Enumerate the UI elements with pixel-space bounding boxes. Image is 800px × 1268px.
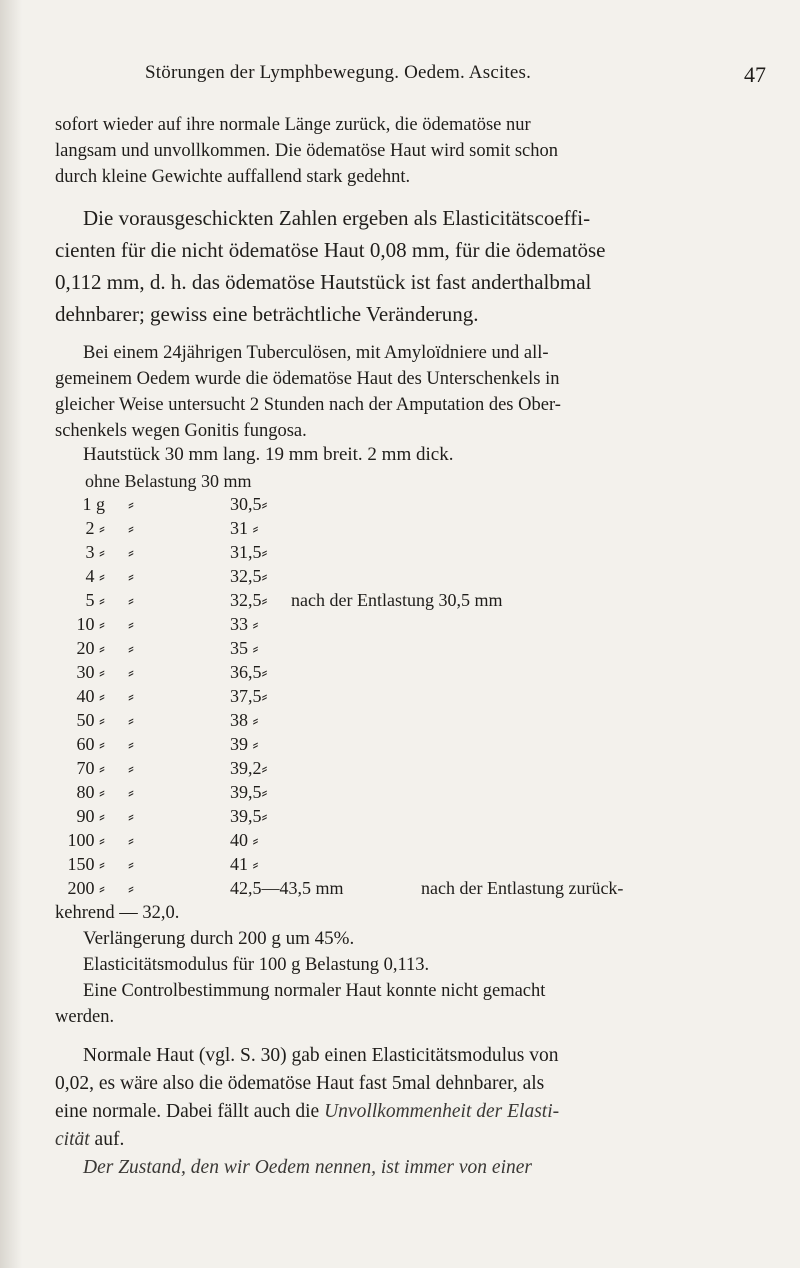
- load-cell: 150 ⸗: [67, 854, 105, 874]
- paragraph-1: [55, 112, 755, 190]
- ditto-mark: ⸗: [128, 566, 134, 586]
- load-cell: 40 ⸗: [76, 686, 105, 706]
- load-cell: 80 ⸗: [76, 782, 105, 802]
- page-number: 47: [744, 62, 766, 87]
- load-cell: 100 ⸗: [67, 830, 105, 850]
- table-row: [55, 686, 775, 710]
- results-block: [55, 900, 755, 1030]
- length-cell: 36,5⸗: [230, 662, 268, 682]
- ditto-mark: ⸗: [128, 710, 134, 730]
- continuation-line: kehrend — 32,0.: [55, 903, 180, 923]
- length-cell: 39 ⸗: [230, 734, 259, 754]
- ditto-mark: ⸗: [128, 494, 134, 514]
- text-span: eine normale. Dabei fällt auch die: [55, 1101, 320, 1122]
- text-line: schenkels wegen Gonitis fungosa.: [55, 421, 307, 441]
- length-cell: 37,5⸗: [230, 686, 268, 706]
- length-cell: 39,5⸗: [230, 806, 268, 826]
- lengthening-line: Verlängerung durch 200 g um 45%.: [83, 928, 355, 949]
- length-cell: 42,5—43,5 mm: [230, 878, 344, 898]
- table-row: [55, 830, 775, 854]
- table-row: [55, 590, 775, 614]
- length-cell: 38 ⸗: [230, 710, 259, 730]
- length-cell: 30,5⸗: [230, 494, 268, 514]
- ditto-mark: ⸗: [128, 878, 134, 898]
- length-cell: 32,5⸗: [230, 566, 268, 586]
- table-row: [55, 854, 775, 878]
- text-line: gleicher Weise untersucht 2 Stunden nach der Amputation des Ober-: [55, 395, 561, 415]
- load-cell: 60 ⸗: [76, 734, 105, 754]
- length-cell: 40 ⸗: [230, 830, 259, 850]
- text-line: 0,112 mm, d. h. das ödematöse Hautstück ist fast anderthalbmal: [55, 270, 592, 294]
- ditto-mark: ⸗: [128, 638, 134, 658]
- paragraph-3: [55, 340, 755, 444]
- text-line: Normale Haut (vgl. S. 30) gab einen Elasticitätsmodulus von: [83, 1045, 559, 1066]
- ditto-mark: ⸗: [128, 806, 134, 826]
- table-row: [55, 734, 775, 758]
- text-line: dehnbarer; gewiss eine beträchtliche Veränderung.: [55, 302, 479, 326]
- running-title: Störungen der Lymphbewegung. Oedem. Ascites.: [145, 62, 532, 83]
- text-line: cienten für die nicht ödematöse Haut 0,08 mm, für die ödematöse: [55, 238, 606, 262]
- table-row: [55, 806, 775, 830]
- unloaded-length: [85, 468, 785, 494]
- ditto-mark: ⸗: [128, 854, 134, 874]
- text-line: 0,02, es wäre also die ödematöse Haut fast 5mal dehnbarer, als: [55, 1073, 545, 1094]
- ditto-mark: ⸗: [128, 614, 134, 634]
- text-line: gemeinem Oedem wurde die ödematöse Haut des Unterschenkels in: [55, 369, 560, 389]
- ditto-mark: ⸗: [128, 734, 134, 754]
- ditto-mark: ⸗: [128, 686, 134, 706]
- paragraph-2: [55, 202, 755, 330]
- last-line: Der Zustand, den wir Oedem nennen, ist immer von einer: [83, 1157, 532, 1178]
- emphasis-text: Unvollkommenheit der Elasti-: [324, 1101, 560, 1122]
- text-line: [55, 1126, 755, 1154]
- load-cell: 5 ⸗: [85, 590, 105, 610]
- length-cell: 31 ⸗: [230, 518, 259, 538]
- text-line: Die vorausgeschickten Zahlen ergeben als Elasticitätscoeffi-: [83, 206, 591, 230]
- unloaded-text: ohne Belastung 30 mm: [85, 471, 252, 491]
- page-header: [0, 62, 800, 92]
- note-cell: nach der Entlastung zurück-: [421, 878, 624, 898]
- load-cell: 20 ⸗: [76, 638, 105, 658]
- ditto-mark: ⸗: [128, 542, 134, 562]
- table-row: [55, 494, 775, 518]
- load-cell: 3 ⸗: [85, 542, 105, 562]
- ditto-mark: ⸗: [128, 782, 134, 802]
- specimen-dimensions: Hautstück 30 mm lang. 19 mm breit. 2 mm dick.: [83, 444, 454, 465]
- table-row: [55, 614, 775, 638]
- text-line: Eine Controlbestimmung normaler Haut konnte nicht gemacht: [83, 981, 546, 1001]
- length-cell: 35 ⸗: [230, 638, 259, 658]
- text-line: langsam und unvollkommen. Die ödematöse Haut wird somit schon: [55, 141, 559, 161]
- table-row: [55, 758, 775, 782]
- length-cell: 31,5⸗: [230, 542, 268, 562]
- paragraph-4: [55, 1042, 755, 1182]
- load-cell: 10 ⸗: [76, 614, 105, 634]
- note-cell: nach der Entlastung 30,5 mm: [291, 590, 503, 610]
- length-cell: 39,2⸗: [230, 758, 268, 778]
- length-cell: 39,5⸗: [230, 782, 268, 802]
- load-cell: 30 ⸗: [76, 662, 105, 682]
- text-line: [55, 1098, 755, 1126]
- text-line: durch kleine Gewichte auffallend stark gedehnt.: [55, 167, 411, 187]
- table-row: [55, 638, 775, 662]
- load-cell: 200 ⸗: [67, 878, 105, 898]
- text-line: sofort wieder auf ihre normale Länge zurück, die ödematöse nur: [55, 115, 531, 135]
- page-gutter-shadow: [0, 0, 22, 1268]
- load-cell: 2 ⸗: [85, 518, 105, 538]
- text-line: werden.: [55, 1007, 115, 1027]
- emphasis-text: cität: [55, 1129, 90, 1150]
- load-cell: 50 ⸗: [76, 710, 105, 730]
- table-row: [55, 518, 775, 542]
- table-row: [55, 566, 775, 590]
- modulus-line: Elasticitätsmodulus für 100 g Belastung 0,113.: [83, 955, 430, 975]
- length-cell: 32,5⸗: [230, 590, 268, 610]
- ditto-mark: ⸗: [128, 518, 134, 538]
- load-cell: 4 ⸗: [85, 566, 105, 586]
- ditto-mark: ⸗: [128, 758, 134, 778]
- table-row: [55, 662, 775, 686]
- table-row: [55, 878, 775, 902]
- load-cell: 70 ⸗: [76, 758, 105, 778]
- ditto-mark: ⸗: [128, 590, 134, 610]
- table-row: [55, 782, 775, 806]
- length-cell: 33 ⸗: [230, 614, 259, 634]
- text-span: auf.: [94, 1129, 125, 1150]
- measurement-header: [55, 442, 755, 468]
- table-row: [55, 710, 775, 734]
- load-cell: 1 g: [82, 494, 105, 514]
- ditto-mark: ⸗: [128, 662, 134, 682]
- length-cell: 41 ⸗: [230, 854, 259, 874]
- ditto-mark: ⸗: [128, 830, 134, 850]
- load-cell: 90 ⸗: [76, 806, 105, 826]
- text-line: Bei einem 24jährigen Tuberculösen, mit Amyloïdniere und all-: [83, 343, 549, 363]
- table-row: [55, 542, 775, 566]
